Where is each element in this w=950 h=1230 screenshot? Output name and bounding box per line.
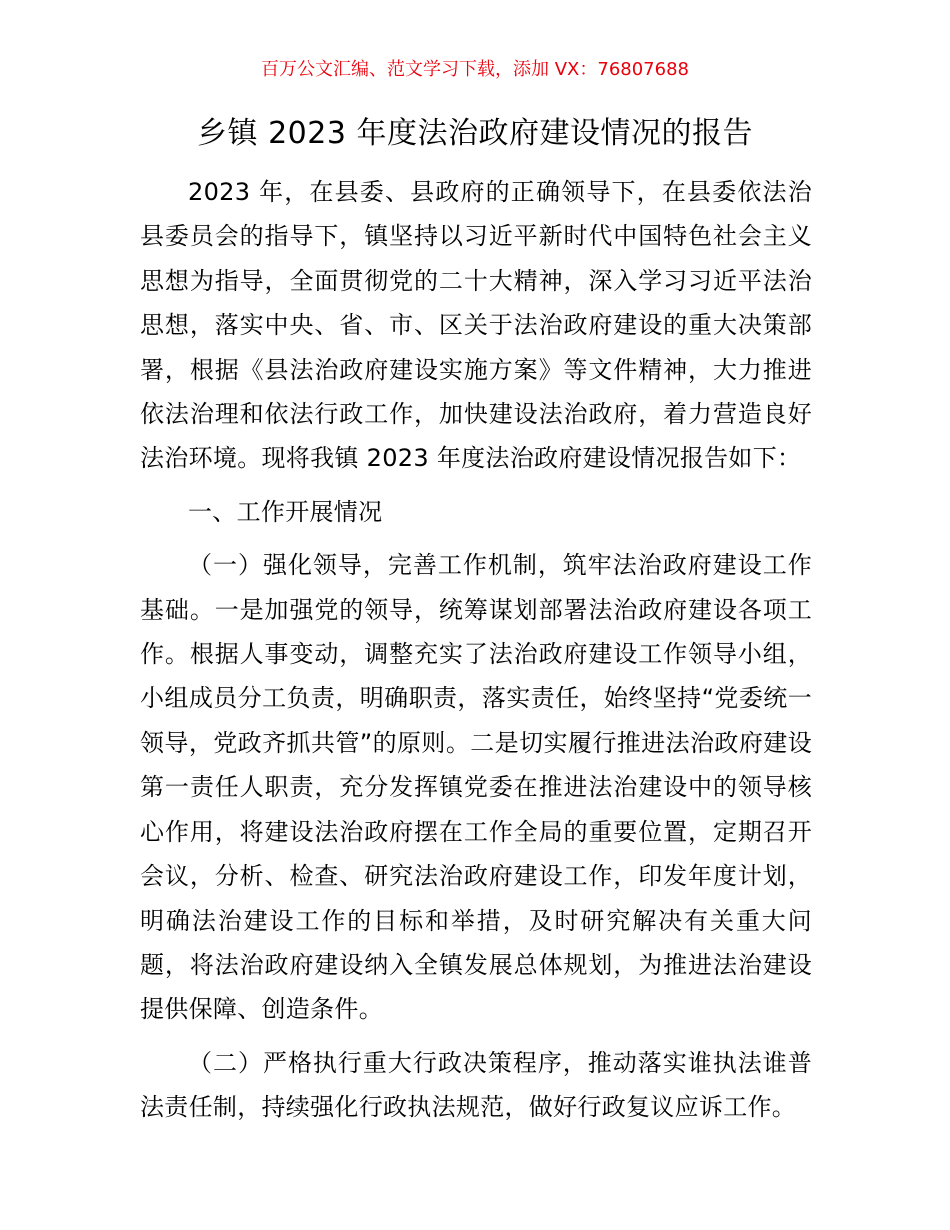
- subsection-paragraph-2: （二）严格执行重大行政决策程序，推动落实谁执法谁普法责任制，持续强化行政执法规范，做好行政复议应诉工作。: [140, 1048, 812, 1122]
- document-title: 乡镇 2023 年度法治政府建设情况的报告: [197, 116, 753, 151]
- document-body: [140, 170, 812, 1130]
- section-heading: 一、工作开展情况: [188, 497, 383, 526]
- intro-paragraph: 2023 年，在县委、县政府的正确领导下，在县委依法治县委员会的指导下，镇坚持以习近平新时代中国特色社会主义思想为指导，全面贯彻党的二十大精神，深入学习习近平法治思想，落实中央、省、市、区关于法治政府建设的重大决策部署，根据《县法治政府建设实施方案》等文件精神，大力推进依法治理和依法行政工作，加快建设法治政府，着力营造良好法治环境。现将我镇 2023 年度法治政府建设情况报告如下：: [140, 178, 812, 473]
- subsection-paragraph-1: （一）强化领导，完善工作机制，筑牢法治政府建设工作基础。一是加强党的领导，统筹谋划部署法治政府建设各项工作。根据人事变动，调整充实了法治政府建设工作领导小组，小组成员分工负责，明确职责，落实责任，始终坚持“党委统一领导，党政齐抓共管”的原则。二是切实履行推进法治政府建设第一责任人职责，充分发挥镇党委在推进法治建设中的领导核心作用，将建设法治政府摆在工作全局的重要位置，定期召开会议，分析、检查、研究法治政府建设工作，印发年度计划，明确法治建设工作的目标和举措，及时研究解决有关重大问题，将法治政府建设纳入全镇发展总体规划，为推进法治建设提供保障、创造条件。: [140, 551, 812, 1024]
- header-watermark-note: 百万公文汇编、范文学习下载，添加 VX：76807688: [261, 59, 689, 80]
